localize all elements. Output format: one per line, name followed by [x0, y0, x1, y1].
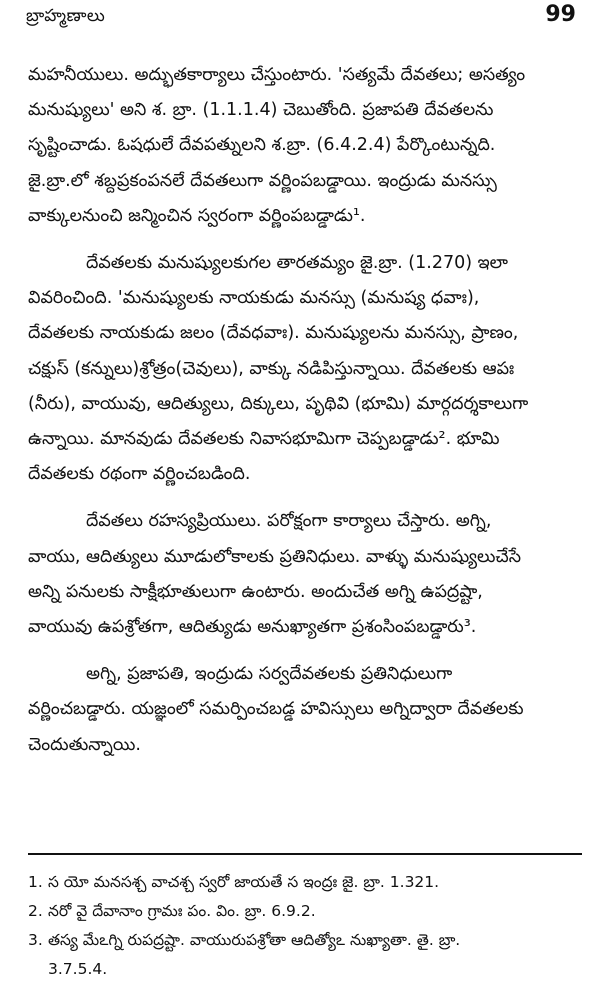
text-line: అన్ని పనులకు సాక్షీభూతులుగా ఉంటారు. అందుచేత అగ్ని ఉపద్రష్టా, — [28, 581, 483, 602]
text-line: చెందుతున్నాయి. — [28, 734, 141, 755]
text-line: మహనీయులు. అద్భుతకార్యాలు చేస్తుంటారు. 'సత్యమే దేవతలు; అసత్యం — [28, 65, 526, 85]
text-line: దేవతలు రహస్యప్రియులు. పరోక్షంగా కార్యాలు చేస్తారు. అగ్ని, — [86, 511, 492, 532]
footnote-3 — [28, 926, 580, 955]
footnote-text: తస్య మేఽగ్ని రుపద్రష్టా. వాయురుపశ్రోతా ఆదిత్యోఽ నుఖ్యాతా. తై. బ్రా. — [48, 931, 461, 949]
text-line: వాయువు ఉపశ్రోతగా, ఆదిత్యుడు అనుఖ్యాతగా ప్రశంసింపబడ్డారు³. — [28, 617, 477, 638]
paragraph-1 — [28, 58, 580, 234]
paragraph-3 — [28, 504, 580, 645]
footnotes — [28, 868, 580, 984]
footnote-text: స యో మనసశ్చ వాచశ్చ స్వరో జాయతే స ఇంద్రః జై. బ్రా. 1.321. — [48, 873, 440, 891]
text-line: ఉన్నాయి. మానవుడు దేవతలకు నివాసభూమిగా చెప్పబడ్డాడు². భూమి — [28, 429, 500, 450]
body-text — [28, 58, 580, 775]
text-line: వివరించింది. 'మనుష్యులకు నాయకుడు మనస్సు (మనుష్య ధవాః), — [28, 288, 480, 309]
footnote-2 — [28, 897, 580, 926]
text-line: చక్షుస్ (కన్నులు)శ్రోత్రం(చెవులు), వాక్కు నడిపిస్తున్నాయి. దేవతలకు ఆపః — [28, 358, 515, 379]
footnote-1 — [28, 868, 580, 897]
text-line: సృష్టించాడు. ఓషధులే దేవపత్నులని శ.బ్రా. (6.4.2.4) పేర్కొంటున్నది. — [28, 135, 496, 156]
footnote-divider — [28, 853, 582, 855]
text-line: జై.బ్రా.లో శబ్దప్రకంపనలే దేవతలుగా వర్ణింపబడ్డాయి. ఇంద్రుడు మనస్సు — [28, 170, 497, 191]
text-line: వాక్కులనుంచి జన్మించిన స్వరంగా వర్ణింపబడ్డాడు¹. — [28, 205, 366, 226]
paragraph-4 — [28, 657, 580, 763]
text-line: వాయు, ఆదిత్యులు మూడులోకాలకు ప్రతినిధులు. వాళ్ళు మనుష్యులుచేసే — [28, 546, 522, 567]
page-number: 99 — [545, 2, 576, 27]
footnote-number: 2. — [28, 902, 43, 920]
running-head: బ్రాహ్మణాలు — [26, 6, 106, 26]
paragraph-2 — [28, 246, 580, 492]
text-line: దేవతలకు మనుష్యులకుగల తారతమ్యం జై.బ్రా. (1.270) ఇలా — [86, 253, 508, 274]
text-line: అగ్ని, ప్రజాపతి, ఇంద్రుడు సర్వదేవతలకు ప్రతినిధులుగా — [86, 664, 453, 685]
footnote-3-continuation: 3.7.5.4. — [48, 960, 108, 978]
footnote-number: 1. — [28, 873, 43, 891]
text-line: దేవతలకు రథంగా వర్ణించబడింది. — [28, 464, 251, 485]
footnote-number: 3. — [28, 931, 43, 949]
text-line: (నీరు), వాయువు, ఆదిత్యులు, దిక్కులు, పృథివి (భూమి) మార్గదర్శకాలుగా — [28, 393, 529, 414]
footnote-text: నరో వై దేవానాం గ్రామః పం. విం. బ్రా. 6.9.2. — [48, 902, 316, 920]
text-line: వర్ణించబడ్డారు. యజ్ఞంలో సమర్పించబడ్డ హవిస్సులు అగ్నిద్వారా దేవతలకు — [28, 699, 524, 720]
text-line: దేవతలకు నాయకుడు జలం (దేవధవాః). మనుష్యులను మనస్సు, ప్రాణం, — [28, 323, 519, 344]
text-line: మనుష్యులు' అని శ. బ్రా. (1.1.1.4) చెబుతోంది. ప్రజాపతి దేవతలను — [28, 100, 494, 121]
